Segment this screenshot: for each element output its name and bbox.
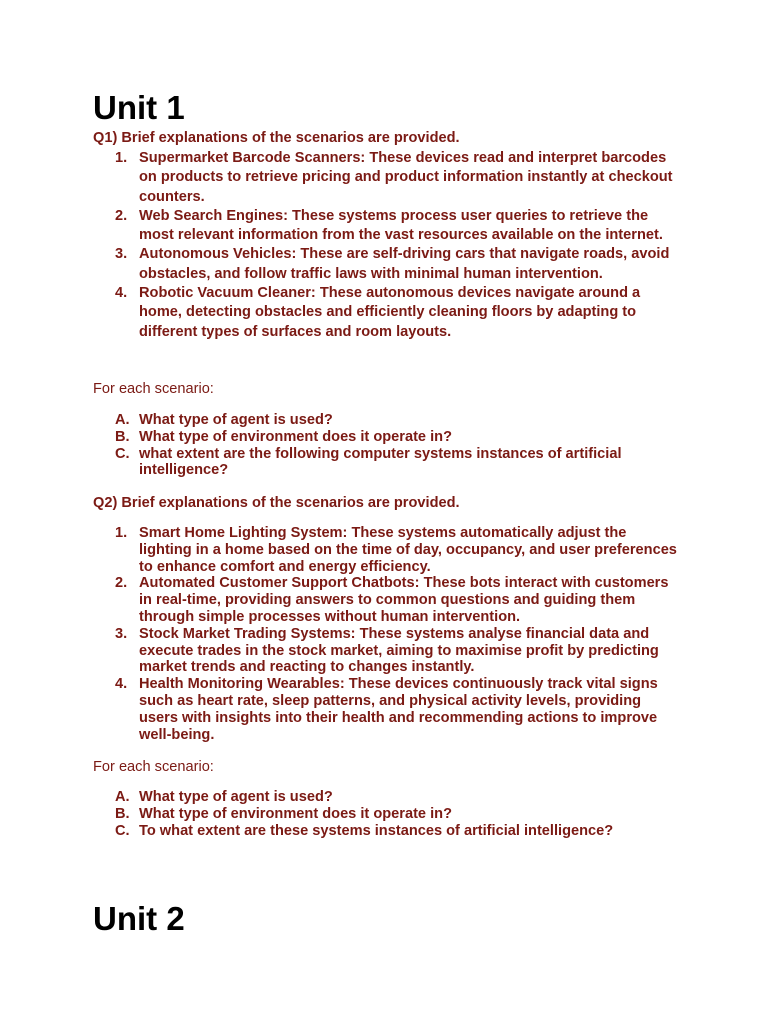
list-item: 1. Supermarket Barcode Scanners: These devices read and interpret barcodes on products to retrieve pricing and product information instantly at checkout counters.: [115, 150, 673, 205]
q1-intro: Q1) Brief explanations of the scenarios are provided.: [93, 130, 460, 146]
list-item: 2. Automated Customer Support Chatbots: These bots interact with customers in real-time, providing answers to common questions and guiding them through simple processes without human intervention.: [115, 575, 669, 625]
unit-1-heading: Unit 1: [93, 89, 185, 126]
unit-2-heading: Unit 2: [93, 900, 185, 937]
list-item: A. What type of agent is used?: [115, 789, 333, 805]
list-item: C. To what extent are these systems instances of artificial intelligence?: [115, 822, 614, 839]
list-item: 3. Autonomous Vehicles: These are self-driving cars that navigate roads, avoid obstacles, and follow traffic laws with minimal human intervention.: [115, 246, 670, 282]
list-item: 1. Smart Home Lighting System: These systems automatically adjust the lighting in a home based on the time of day, occupancy, and user preferences to enhance comfort and energy efficiency.: [115, 525, 677, 575]
q1-scenario-list: [93, 149, 683, 342]
list-item: 4. Robotic Vacuum Cleaner: These autonomous devices navigate around a home, detecting obstacles and efficiently cleaning floors by adapting to different types of surfaces and room layouts.: [115, 285, 641, 340]
q1-for-each-label: For each scenario:: [93, 381, 214, 397]
list-item: 2. Web Search Engines: These systems process user queries to retrieve the most relevant information from the vast resources available on the internet.: [115, 207, 663, 244]
list-item: A. What type of agent is used?: [115, 412, 333, 428]
list-item: 4. Health Monitoring Wearables: These devices continuously track vital signs such as heart rate, sleep patterns, and physical activity levels, providing users with insights into their health and recommending actions to improve well-being.: [115, 676, 658, 743]
list-item: 3. Stock Market Trading Systems: These systems analyse financial data and execute trades in the stock market, aiming to maximise profit by predicting market trends and reacting to changes instantly.: [115, 625, 659, 676]
q2-for-each-label: For each scenario:: [93, 759, 214, 775]
q2-intro: Q2) Brief explanations of the scenarios are provided.: [93, 495, 460, 511]
list-item: B. What type of environment does it operate in?: [115, 428, 452, 445]
q2-question-list: [93, 789, 693, 839]
list-item: C. what extent are the following computer systems instances of artificial intelligence?: [115, 445, 622, 479]
q1-question-list: [93, 412, 673, 479]
q2-scenario-list: [93, 525, 683, 743]
list-item: B. What type of environment does it operate in?: [115, 805, 452, 822]
